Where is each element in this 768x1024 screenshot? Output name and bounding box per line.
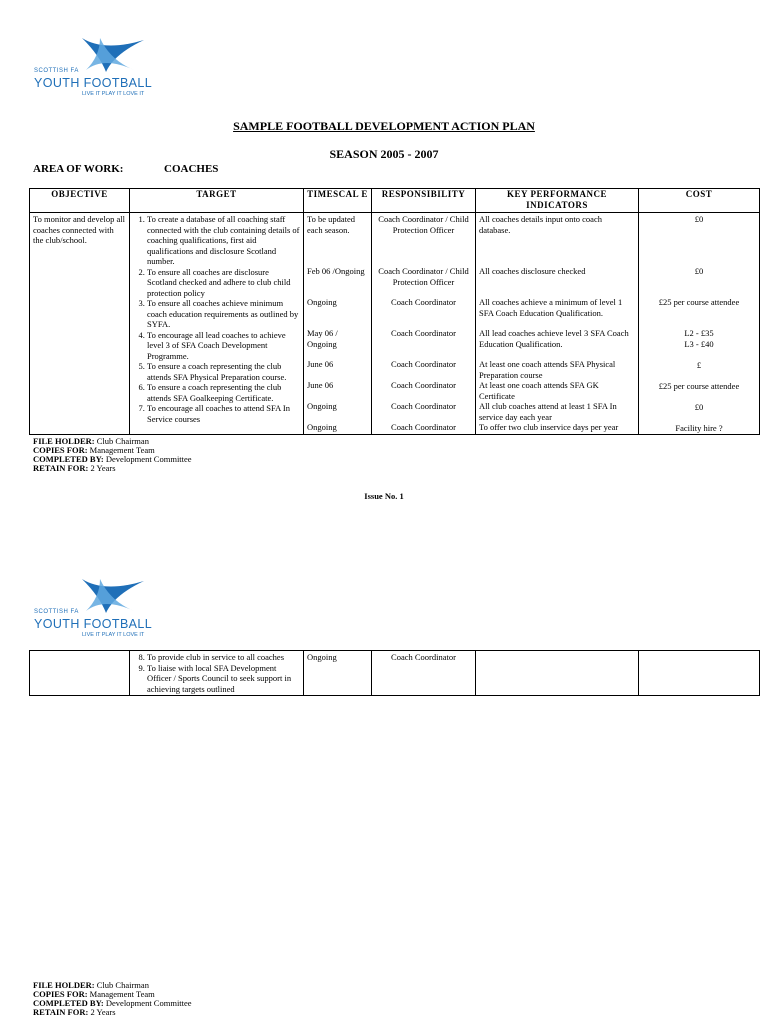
footer-block (33, 437, 192, 473)
logo-tagline: LIVE IT PLAY IT LOVE IT (82, 632, 145, 638)
responsibility-item: Coach Coordinator (391, 422, 456, 432)
table-row (30, 651, 760, 696)
cost-item: Facility hire ? (675, 422, 723, 433)
objective-cell: To monitor and develop all coaches connected with the club/school. (30, 213, 130, 435)
responsibility-item: Coach Coordinator (391, 401, 456, 411)
action-plan-table (29, 188, 760, 435)
responsibility-item: Coach Coordinator (391, 380, 456, 390)
timescale-item: Ongoing (307, 401, 337, 411)
retain-label: RETAIN FOR: (33, 1007, 89, 1017)
copies-label: COPIES FOR: (33, 445, 88, 455)
file-holder-value: Club Chairman (96, 980, 149, 990)
area-of-work-label: AREA OF WORK: (33, 163, 124, 175)
kpi-item: All coaches details input onto coach database. (479, 214, 602, 235)
completed-value: Development Committee (105, 998, 192, 1008)
kpi-item: All coaches achieve a minimum of level 1 SFA Coach Education Qualification. (479, 297, 623, 318)
target-item: 9. To liaise with local SFA Development Officer / Sports Council to seek support in achieving targets outlined (147, 663, 300, 695)
timescale-item: May 06 / Ongoing (307, 328, 338, 349)
area-of-work-value: COACHES (164, 163, 219, 175)
cost-item: £0 (694, 266, 704, 276)
logo-line2: YOUTH FOOTBALL (34, 617, 153, 631)
logo-line1: SCOTTISH FA (34, 609, 79, 615)
issue-number: Issue No. 1 (364, 491, 404, 501)
area-of-work (33, 163, 219, 175)
copies-value: Management Team (89, 445, 155, 455)
cost-item: £0 (694, 401, 704, 412)
kpi-item: All coaches disclosure checked (479, 266, 586, 276)
footer-block (33, 981, 192, 1017)
season-title: SEASON 2005 - 2007 (329, 147, 439, 161)
kpi-item: At least one coach attends SFA Physical Preparation course (479, 359, 616, 380)
header-kpi: KEY PERFORMANCE INDICATORS (476, 189, 639, 213)
copies-label: COPIES FOR: (33, 989, 88, 999)
logo-line2: YOUTH FOOTBALL (34, 76, 153, 90)
target-item: 8. To provide club in service to all coaches (147, 652, 300, 663)
kpi-item: All lead coaches achieve level 3 SFA Coach Education Qualification. (479, 328, 629, 349)
table-row (30, 213, 760, 435)
responsibility-cell (372, 213, 476, 435)
completed-label: COMPLETED BY: (33, 998, 104, 1008)
timescale-item: June 06 (307, 380, 334, 390)
cost-cell (639, 213, 760, 435)
cost-item: £0 (694, 214, 704, 224)
header-timescale: TIMESCAL E (304, 189, 372, 213)
logo-scottish-fa-youth-football (34, 575, 154, 645)
target-item: 3. To ensure all coaches achieve minimum coach education requirements as outlined by SYFA. (147, 298, 300, 330)
file-holder-label: FILE HOLDER: (33, 980, 95, 990)
responsibility-item: Coach Coordinator (391, 328, 456, 338)
logo-tagline: LIVE IT PLAY IT LOVE IT (82, 91, 145, 97)
header-target: TARGET (130, 189, 304, 213)
timescale-item: June 06 (307, 359, 334, 369)
responsibility-cell: Coach Coordinator (372, 651, 476, 696)
kpi-item: All club coaches attend at least 1 SFA In service day each year (479, 401, 617, 422)
logo-scottish-fa-youth-football (34, 34, 154, 104)
completed-label: COMPLETED BY: (33, 454, 104, 464)
document-title: SAMPLE FOOTBALL DEVELOPMENT ACTION PLAN (233, 119, 535, 133)
retain-value: 2 Years (90, 463, 116, 473)
responsibility-item: Coach Coordinator / Child Protection Officer (378, 214, 469, 235)
logo-line1: SCOTTISH FA (34, 68, 79, 74)
kpi-cell (476, 213, 639, 435)
retain-label: RETAIN FOR: (33, 463, 89, 473)
header-responsibility: RESPONSIBILITY (372, 189, 476, 213)
header-cost: COST (639, 189, 760, 213)
retain-value: 2 Years (90, 1007, 116, 1017)
target-item: 7. To encourage all coaches to attend SFA In Service courses (147, 403, 300, 424)
completed-value: Development Committee (105, 454, 192, 464)
timescale-item: To be updated each season. (307, 214, 356, 235)
kpi-item: At least one coach attends SFA GK Certificate (479, 380, 599, 401)
timescale-item: Feb 06 /Ongoing (307, 266, 365, 276)
cost-item: £25 per course attendee (658, 297, 740, 307)
copies-value: Management Team (89, 989, 155, 999)
target-item: 2. To ensure all coaches are disclosure Scotland checked and adhere to club child protection policy (147, 267, 300, 299)
responsibility-item: Coach Coordinator / Child Protection Officer (378, 266, 469, 287)
targets-cell (130, 213, 304, 435)
target-item: 1. To create a database of all coaching staff connected with the club containing details of coaching qualifications, first aid qualifications and disclosure Scotland number. (147, 214, 300, 267)
file-holder-label: FILE HOLDER: (33, 436, 95, 446)
objective-cell (30, 651, 130, 696)
cost-item: £25 per course attendee (658, 380, 740, 391)
timescale-item: Ongoing (307, 422, 337, 432)
cost-cell (639, 651, 760, 696)
cost-item: L2 - £35 (684, 328, 714, 338)
timescale-item: Ongoing (307, 297, 337, 307)
responsibility-item: Coach Coordinator (391, 297, 456, 307)
kpi-cell (476, 651, 639, 696)
file-holder-value: Club Chairman (96, 436, 149, 446)
header-objective: OBJECTIVE (30, 189, 130, 213)
responsibility-item: Coach Coordinator (391, 359, 456, 369)
timescale-cell: Ongoing (304, 651, 372, 696)
cost-item: £ (696, 359, 702, 370)
target-item: 4. To encourage all lead coaches to achieve level 3 of SFA Coach Development Programme. (147, 330, 300, 362)
timescale-cell (304, 213, 372, 435)
action-plan-table-continued (29, 650, 760, 696)
target-item: 5. To ensure a coach representing the club attends SFA Physical Preparation course. (147, 361, 300, 382)
target-item: 6. To ensure a coach representing the club attends SFA Goalkeeping Certificate. (147, 382, 300, 403)
kpi-item: To offer two club inservice days per year (479, 422, 619, 432)
cost-item: L3 - £40 (684, 338, 714, 349)
targets-cell (130, 651, 304, 696)
